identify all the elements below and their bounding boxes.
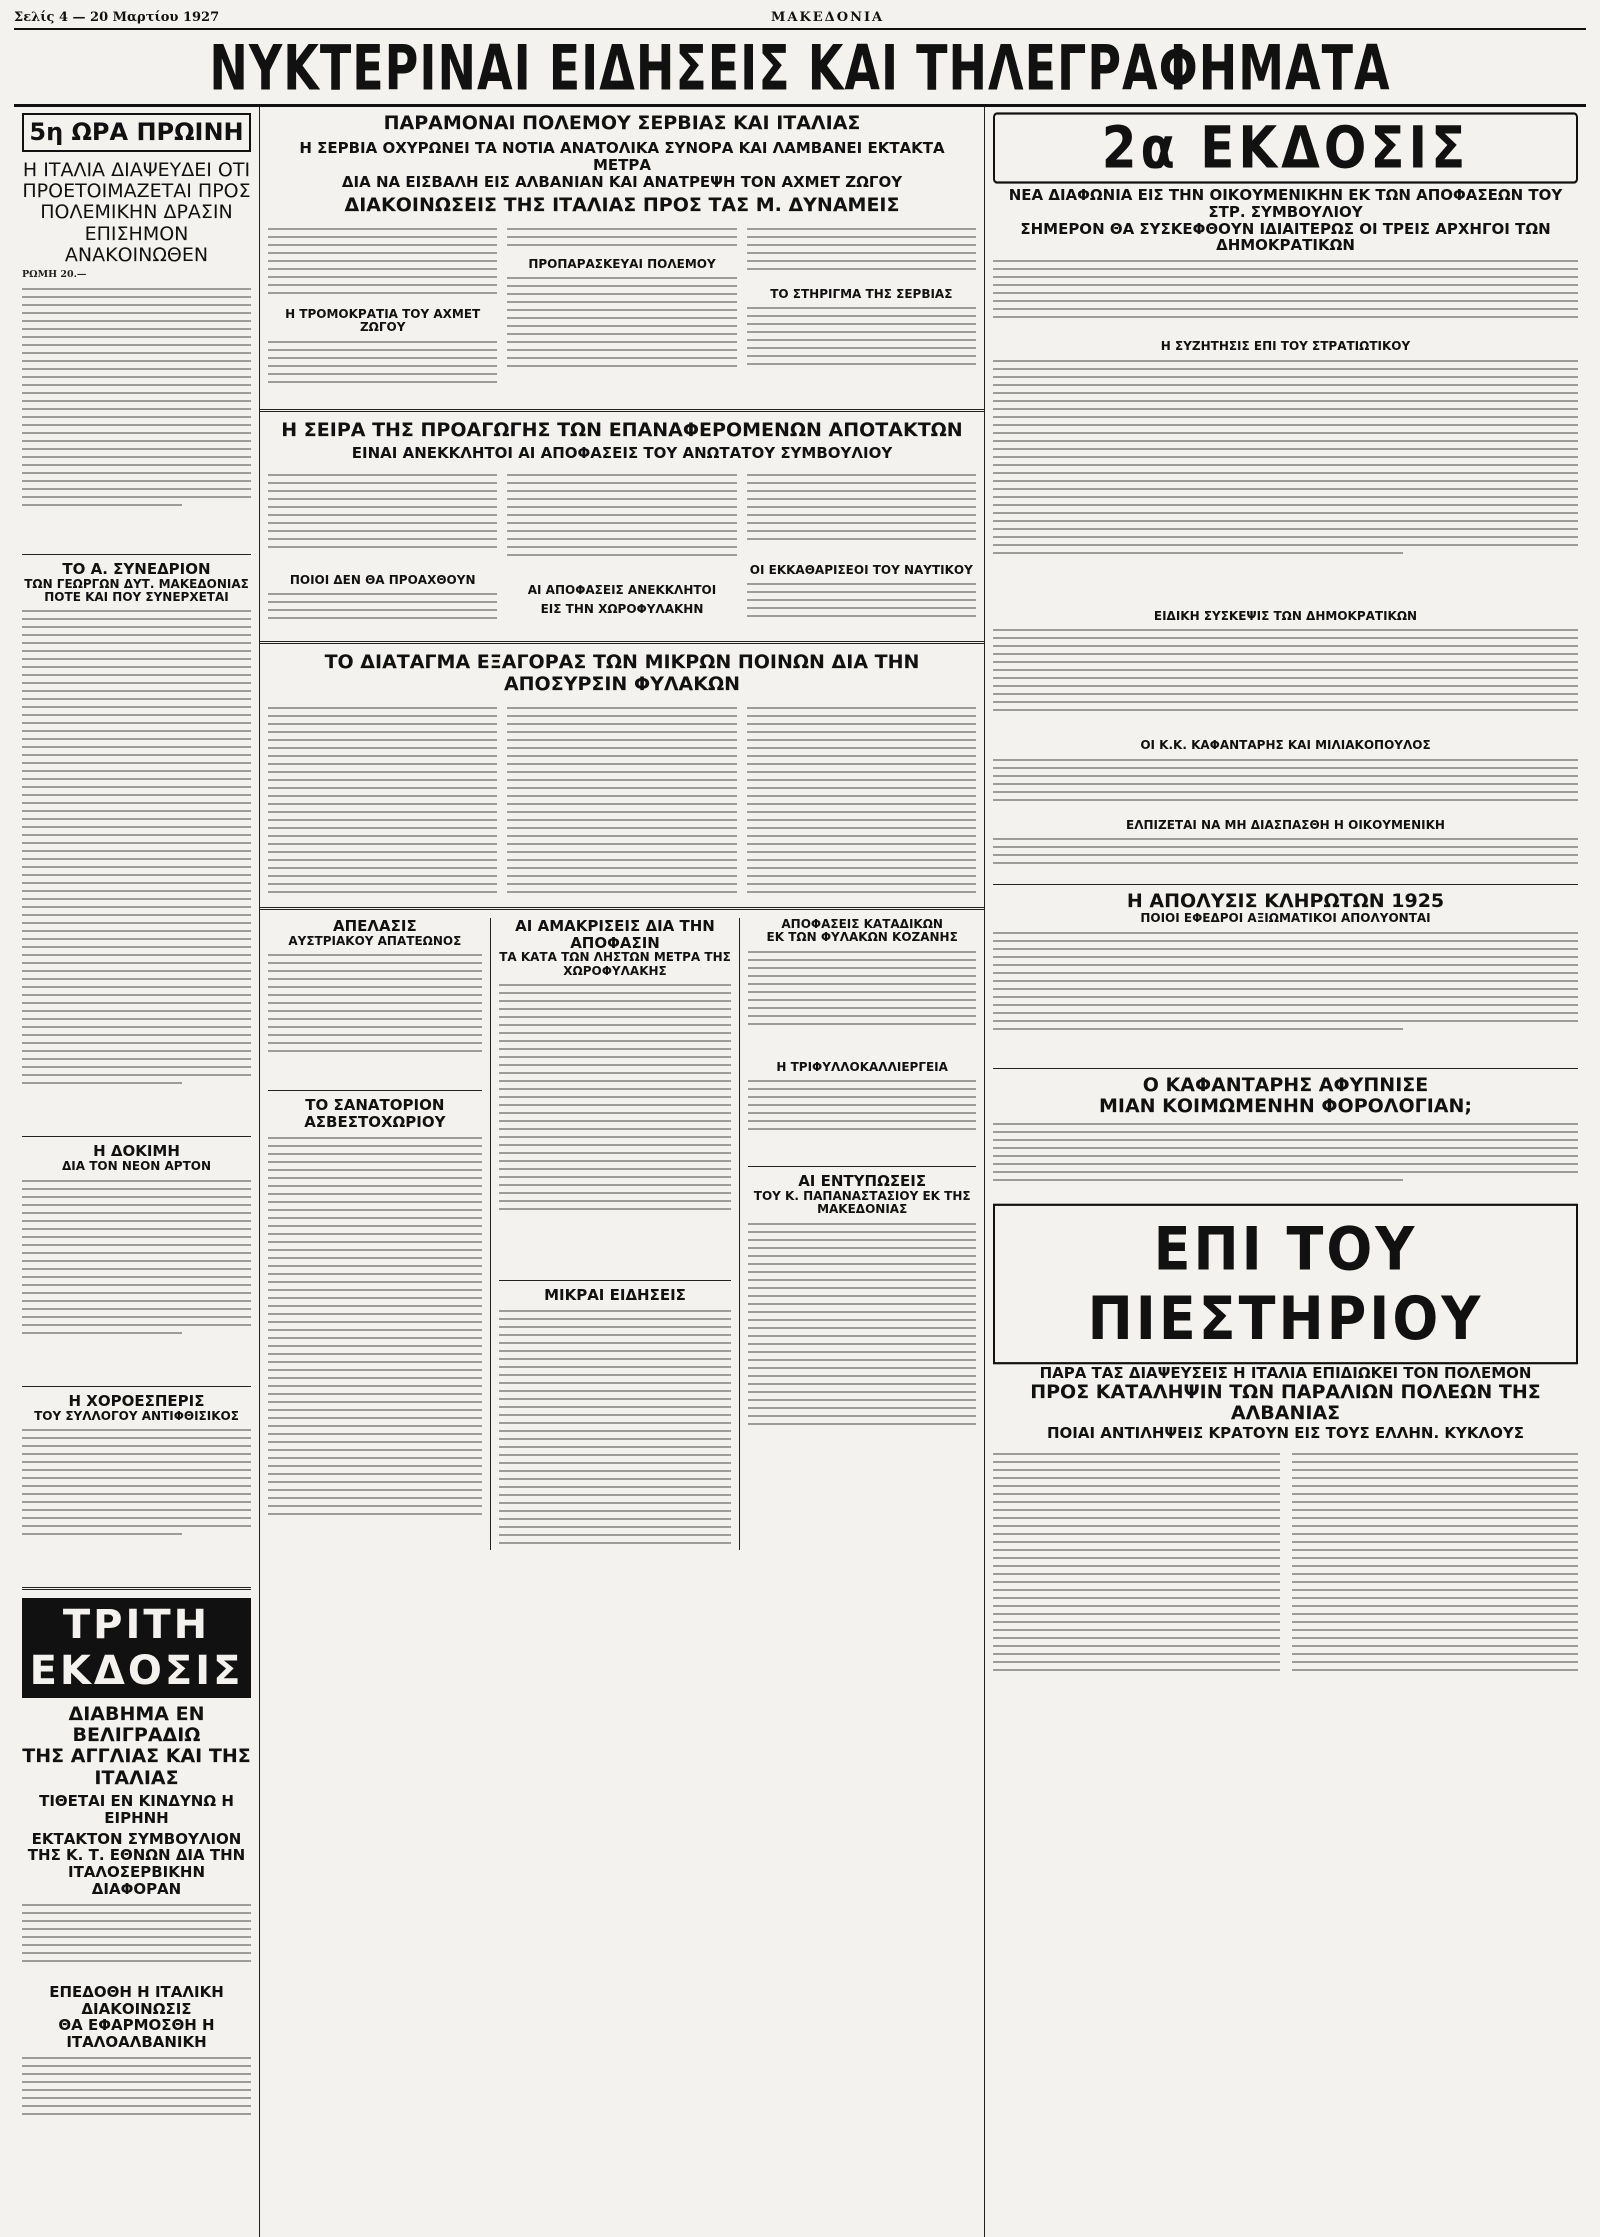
investigations-sub: ΤΑ ΚΑΤΑ ΤΩΝ ΛΗΣΤΩΝ ΜΕΤΡΑ ΤΗΣ ΧΩΡΟΦΥΛΑΚΗΣ <box>499 950 731 978</box>
sentences-sub: ΕΚ ΤΩΝ ΦΥΛΑΚΩΝ ΚΟΖΑΝΗΣ <box>766 930 958 945</box>
congress-sub: ΤΩΝ ΓΕΩΡΓΩΝ ΔΥΤ. ΜΑΚΕΔΟΝΙΑΣ ΠΟΤΕ ΚΑΙ ΠΟΥ ΣΥΝΕΡΧΕΤΑΙ <box>24 576 249 605</box>
war-sub-prep: ΠΡΟΠΑΡΑΣΚΕΥΑΙ ΠΟΛΕΜΟΥ <box>528 256 716 271</box>
center-block <box>259 107 984 2237</box>
article-body-2 <box>22 610 251 1130</box>
third-h1: ΔΙΑΒΗΜΑ ΕΝ ΒΕΛΙΓΡΑΔΙΩ <box>68 1702 205 1747</box>
clover-title: Η ΤΡΙΦΥΛΛΟΚΑΛΛΙΕΡΓΕΙΑ <box>776 1059 948 1074</box>
masthead: ΝΥΚΤΕΡΙΝΑΙ ΕΙΔΗΣΕΙΣ ΚΑΙ ΤΗΛΕΓΡΑΦΗΜΑΤΑ <box>209 31 1391 105</box>
war-headline-3: ΔΙΑΚΟΙΝΩΣΕΙΣ ΤΗΣ ΙΤΑΛΙΑΣ ΠΡΟΣ ΤΑΣ Μ. ΔΥΝΑΜΕΙΣ <box>344 193 900 216</box>
expulsion-sub: ΑΥΣΤΡΙΑΚΟΥ ΑΠΑΤΕΩΝΟΣ <box>288 933 462 948</box>
lower-col-a <box>260 918 490 1550</box>
promotion-s1: ΠΟΙΟΙ ΔΕΝ ΘΑ ΠΡΟΑΧΘΟΥΝ <box>289 572 476 587</box>
third-h5: ΕΠΕΔΟΘΗ Η ΙΤΑΛΙΚΗ ΔΙΑΚΟΙΝΩΣΙΣ <box>49 1982 224 2018</box>
war-sub-support: ΤΟ ΣΤΗΡΙΓΜΑ ΤΗΣ ΣΕΡΒΙΑΣ <box>770 286 953 301</box>
right-s2: ΕΙΔΙΚΗ ΣΥΣΚΕΨΙΣ ΤΩΝ ΔΗΜΟΚΡΑΤΙΚΩΝ <box>1153 608 1418 623</box>
lower-col-c <box>739 918 984 1550</box>
war-kicker: ΠΑΡΑΜΟΝΑΙ ΠΟΛΕΜΟΥ ΣΕΡΒΙΑΣ ΚΑΙ ΙΤΑΛΙΑΣ <box>383 112 861 134</box>
third-edition-banner: ΤΡΙΤΗ ΕΚΔΟΣΙΣ <box>22 1598 251 1698</box>
promotion-headline: Η ΣΕΙΡΑ ΤΗΣ ΠΡΟΑΓΩΓΗΣ ΤΩΝ ΕΠΑΝΑΦΕΡΟΜΕΝΩΝ ΑΠΟΤΑΚΤΩΝ <box>281 419 963 441</box>
bread-sub: ΔΙΑ ΤΟΝ ΝΕΟΝ ΑΡΤΟΝ <box>62 1159 211 1174</box>
investigations-headline: ΑΙ ΑΜΑΚΡΙΣΕΙΣ ΔΙΑ ΤΗΝ ΑΠΟΦΑΣΙΝ <box>515 917 715 952</box>
right-s6: Ο ΚΑΦΑΝΤΑΡΗΣ ΑΦΥΠΝΙΣΕ <box>1142 1073 1429 1096</box>
third-h4: ΕΚΤΑΚΤΟΝ ΣΥΜΒΟΥΛΙΟΝ ΤΗΣ Κ. Τ. ΕΘΝΩΝ ΔΙΑ ΤΗΝ ΙΤΑΛΟΣΕΡΒΙΚΗΝ ΔΙΑΦΟΡΑΝ <box>27 1829 246 1898</box>
third-body-2 <box>22 2057 251 2237</box>
impressions-title: ΑΙ ΕΝΤΥΠΩΣΕΙΣ <box>798 1172 927 1191</box>
right-s6b: ΜΙΑΝ ΚΟΙΜΩΜΕΝΗΝ ΦΟΡΟΛΟΓΙΑΝ; <box>1098 1094 1473 1117</box>
sentences-title: ΑΠΟΦΑΣΕΙΣ ΚΑΤΑΔΙΚΩΝ <box>781 917 943 931</box>
press-h3: ΠΟΙΑΙ ΑΝΤΙΛΗΨΕΙΣ ΚΡΑΤΟΥΝ ΕΙΣ ΤΟΥΣ ΕΛΛΗΝ. ΚΥΚΛΟΥΣ <box>1046 1423 1524 1442</box>
war-sub-terror: Η ΤΡΟΜΟΚΡΑΤΙΑ ΤΟΥ ΑΧΜΕΤ ΖΩΓΟΥ <box>285 306 481 335</box>
congress-title: ΤΟ Α. ΣΥΝΕΔΡΙΟΝ <box>62 559 211 578</box>
dance-sub: ΤΟΥ ΣΥΛΛΟΓΟΥ ΑΝΤΙΦΘΙΣΙΚΟΣ <box>34 1408 239 1423</box>
right-s3: ΟΙ Κ.Κ. ΚΑΦΑΝΤΑΡΗΣ ΚΑΙ ΜΙΛΙΑΚΟΠΟΥΛΟΣ <box>1140 738 1431 753</box>
column-1 <box>14 107 259 2237</box>
kicker-5am: 5η ΩΡΑ ΠΡΩΙΝΗ <box>22 113 251 152</box>
lower-col-b <box>490 918 740 1550</box>
press-h2: ΠΡΟΣ ΚΑΤΑΛΗΨΙΝ ΤΩΝ ΠΑΡΑΛΙΩΝ ΠΟΛΕΩΝ ΤΗΣ ΑΛΒΑΝΙΑΣ <box>1030 1380 1541 1425</box>
right-s4: ΕΛΠΙΖΕΤΑΙ ΝΑ ΜΗ ΔΙΑΣΠΑΣΘΗ Η ΟΙΚΟΥΜΕΝΙΚΗ <box>1126 817 1445 832</box>
third-h3: ΤΙΘΕΤΑΙ ΕΝ ΚΙΝΔΥΝΩ Η ΕΙΡΗΝΗ <box>39 1792 234 1827</box>
lower-center <box>260 918 984 1550</box>
decree-story <box>260 652 984 899</box>
article-body-1 <box>22 288 251 548</box>
rome-dateline: ΡΩΜΗ 20.— <box>22 269 87 281</box>
columns <box>14 107 1586 2237</box>
promotion-sub: ΕΙΝΑΙ ΑΝΕΚΚΛΗΤΟΙ ΑΙ ΑΠΟΦΑΣΕΙΣ ΤΟΥ ΑΝΩΤΑΤΟΥ ΣΥΜΒΟΥΛΙΟΥ <box>351 444 893 463</box>
right-h2: ΣΗΜΕΡΟΝ ΘΑ ΣΥΣΚΕΦΘΟΥΝ ΙΔΙΑΙΤΕΡΩΣ ΟΙ ΤΡΕΙΣ ΑΡΧΗΓΟΙ ΤΩΝ ΔΗΜΟΚΡΑΤΙΚΩΝ <box>1020 219 1551 255</box>
war-headline-2: ΔΙΑ ΝΑ ΕΙΣΒΑΛΗ ΕΙΣ ΑΛΒΑΝΙΑΝ ΚΑΙ ΑΝΑΤΡΕΨΗ ΤΟΝ ΑΧΜΕΤ ΖΩΓΟΥ <box>341 172 903 191</box>
war-body <box>268 222 976 401</box>
right-column <box>984 107 1586 2237</box>
promotion-s4: ΟΙ ΕΚΚΑΘΑΡΙΣΕΟΙ ΤΟΥ ΝΑΥΤΙΚΟΥ <box>749 562 973 577</box>
third-h6: ΘΑ ΕΦΑΡΜΟΣΘΗ Η ΙΤΑΛΟΑΛΒΑΝΙΚΗ <box>58 2016 215 2052</box>
promotion-story <box>260 420 984 634</box>
promotion-s3: ΕΙΣ ΤΗΝ ΧΩΡΟΦΥΛΑΚΗΝ <box>540 602 704 617</box>
paper-name: ΜΑΚΕΔΟΝΙΑ <box>770 9 885 25</box>
italy-denies-headline: Η ΙΤΑΛΙΑ ΔΙΑΨΕΥΔΕΙ ΟΤΙ ΠΡΟΕΤΟΙΜΑΖΕΤΑΙ ΠΡΟΣ ΠΟΛΕΜΙΚΗΝ ΔΡΑΣΙΝ ΕΠΙΣΗΜΟΝ ΑΝΑΚΟΙΝΩΘΕΝ <box>22 158 251 266</box>
war-story <box>260 107 984 401</box>
decree-headline: ΤΟ ΔΙΑΤΑΓΜΑ ΕΞΑΓΟΡΑΣ ΤΩΝ ΜΙΚΡΩΝ ΠΟΙΝΩΝ ΔΙΑ ΤΗΝ ΑΠΟΣΥΡΣΙΝ ΦΥΛΑΚΩΝ <box>324 652 920 695</box>
dance-title: Η ΧΟΡΟΕΣΠΕΡΙΣ <box>68 1391 205 1410</box>
war-headline-1: Η ΣΕΡΒΙΑ ΟΧΥΡΩΝΕΙ ΤΑ ΝΟΤΙΑ ΑΝΑΤΟΛΙΚΑ ΣΥΝΟΡΑ ΚΑΙ ΛΑΜΒΑΝΕΙ ΕΚΤΑΚΤΑ ΜΕΤΡΑ <box>299 139 945 175</box>
press-banner: ΕΠΙ ΤΟΥ ΠΙΕΣΤΗΡΙΟΥ <box>993 1204 1578 1365</box>
expulsion-title: ΑΠΕΛΑΣΙΣ <box>332 917 417 935</box>
second-edition-banner: 2α ΕΚΔΟΣΙΣ <box>993 112 1578 183</box>
small-news-title: ΜΙΚΡΑΙ ΕΙΔΗΣΕΙΣ <box>544 1286 686 1305</box>
third-h2: ΤΗΣ ΑΓΓΛΙΑΣ ΚΑΙ ΤΗΣ ΙΤΑΛΙΑΣ <box>22 1745 251 1789</box>
press-h1: ΠΑΡΑ ΤΑΣ ΔΙΑΨΕΥΣΕΙΣ Η ΙΤΑΛΙΑ ΕΠΙΔΙΩΚΕΙ ΤΟΝ ΠΟΛΕΜΟΝ <box>1039 1364 1532 1383</box>
article-body-4 <box>22 1429 251 1579</box>
right-s1: Η ΣΥΖΗΤΗΣΙΣ ΕΠΙ ΤΟΥ ΣΤΡΑΤΙΩΤΙΚΟΥ <box>1160 339 1411 354</box>
promotion-s2: ΑΙ ΑΠΟΦΑΣΕΙΣ ΑΝΕΚΚΛΗΤΟΙ <box>527 582 717 597</box>
top-bar <box>14 6 1586 30</box>
right-h1: ΝΕΑ ΔΙΑΦΩΝΙΑ ΕΙΣ ΤΗΝ ΟΙΚΟΥΜΕΝΙΚΗΝ ΕΚ ΤΩΝ ΑΠΟΦΑΣΕΩΝ ΤΟΥ ΣΤΡ. ΣΥΜΒΟΥΛΙΟΥ <box>1008 186 1563 221</box>
sanatorium-title: ΤΟ ΣΑΝΑΤΟΡΙΟΝ <box>305 1096 445 1115</box>
sanatorium-sub: ΑΣΒΕΣΤΟΧΩΡΙΟΥ <box>304 1112 446 1131</box>
third-body <box>22 1904 251 1984</box>
press-body <box>993 1447 1578 1677</box>
right-s5b: ΠΟΙΟΙ ΕΦΕΔΡΟΙ ΑΞΙΩΜΑΤΙΚΟΙ ΑΠΟΛΥΟΝΤΑΙ <box>1140 911 1431 926</box>
right-s5: Η ΑΠΟΛΥΣΙΣ ΚΛΗΡΩΤΩΝ 1925 <box>1126 889 1445 912</box>
article-body-3 <box>22 1180 251 1380</box>
impressions-sub: ΤΟΥ Κ. ΠΑΠΑΝΑΣΤΑΣΙΟΥ ΕΚ ΤΗΣ ΜΑΚΕΔΟΝΙΑΣ <box>753 1188 971 1217</box>
bread-title: Η ΔΟΚΙΜΗ <box>93 1142 180 1161</box>
page-date: Σελίς 4 — 20 Μαρτίου 1927 <box>14 9 220 25</box>
